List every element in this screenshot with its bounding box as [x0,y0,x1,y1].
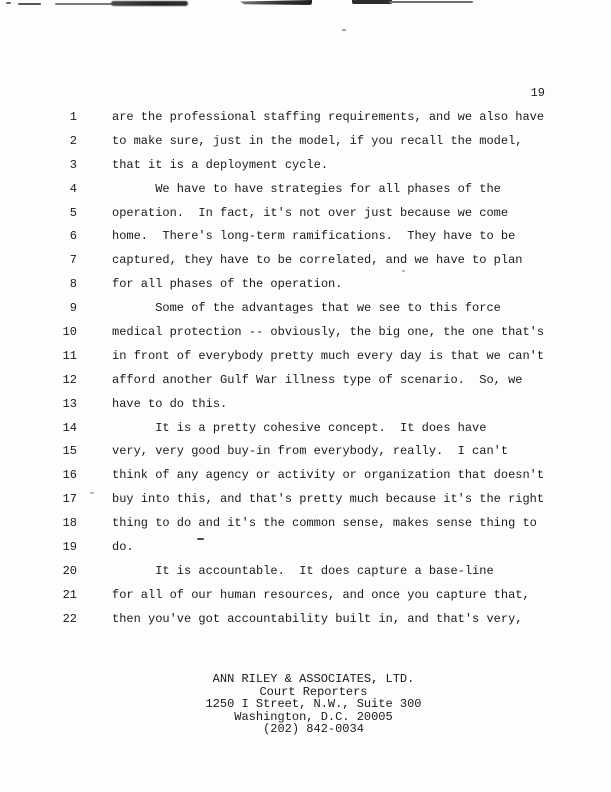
scan-artifact [389,1,473,3]
line-text: to make sure, just in the model, if you recall the model, [112,133,523,148]
transcript-line [0,393,611,417]
line-text: have to do this. [112,396,228,411]
line-number: 22 [62,611,77,626]
footer-line: 1250 I Street, N.W., Suite 300 [205,697,422,711]
line-number: 18 [62,516,77,531]
transcript-line [0,512,611,536]
transcript-line [0,130,611,154]
transcript-line [0,345,611,369]
line-number: 9 [69,301,77,316]
scan-artifact [18,3,41,5]
transcript-line [0,488,611,512]
transcript-line [0,178,611,202]
footer-line: ANN RILEY & ASSOCIATES, LTD. [212,672,415,686]
line-text: captured, they have to be correlated, and we have to plan [112,253,523,268]
transcript-line [0,106,611,130]
transcript-line [0,440,611,464]
line-number: 8 [69,277,77,292]
line-number: 4 [69,181,77,196]
scan-artifact [240,0,312,5]
line-number: 13 [62,396,77,411]
line-text: think of any agency or activity or organization that doesn't [112,468,545,483]
scan-artifact [352,0,392,4]
line-text: do. [112,540,134,555]
line-number: 16 [62,468,77,483]
transcript-body [0,106,611,632]
line-number: 5 [69,205,77,220]
line-number: 3 [69,157,77,172]
reporter-footer [8,673,611,736]
line-number: 1 [69,110,77,124]
line-text: afford another Gulf War illness type of scenario. So, we [112,372,523,387]
transcript-line [0,321,611,345]
line-text: We have to have strategies for all phases of the [112,181,501,196]
transcript-line [0,273,611,297]
line-text: operation. In fact, it's not over just because we come [112,205,509,220]
line-text: It is a pretty cohesive concept. It does have [112,420,487,435]
line-number: 6 [69,229,77,244]
transcript-line [0,225,611,249]
line-number: 11 [62,348,77,363]
line-text: very, very good buy-in from everybody, really. I can't [112,444,509,459]
line-number: 2 [69,133,77,148]
scan-artifact [111,1,188,6]
transcript-line [0,154,611,178]
line-text: in front of everybody pretty much every day is that we can't [112,348,545,363]
line-text: then you've got accountability built in, and that's very, [112,611,523,626]
scan-artifact [342,29,346,31]
footer-line: (202) 842-0034 [263,722,364,736]
line-text: for all of our human resources, and once you capture that, [112,587,530,602]
transcript-line [0,297,611,321]
line-text: are the professional staffing requirements, and we also have [112,110,545,124]
line-number: 20 [62,563,77,578]
line-text: buy into this, and that's pretty much because it's the right [112,492,545,507]
line-text: It is accountable. It does capture a base-line [112,563,494,578]
line-number: 7 [69,253,77,268]
line-text: that it is a deployment cycle. [112,157,329,172]
transcript-line [0,369,611,393]
transcript-line [0,536,611,560]
line-number: 15 [62,444,77,459]
line-number: 17 [62,492,77,507]
scan-artifact [6,2,11,4]
line-number: 14 [62,420,77,435]
transcript-line [0,464,611,488]
transcript-line [0,584,611,608]
line-number: 10 [62,325,77,340]
transcript-line [0,560,611,584]
line-number: 12 [62,372,77,387]
transcript-line [0,202,611,226]
footer-line: Court Reporters [259,684,368,699]
line-number: 21 [62,587,77,602]
page-number: 19 [530,86,545,100]
line-text: Some of the advantages that we see to this force [112,301,501,316]
footer-line: Washington, D.C. 20005 [234,709,393,724]
line-number: 19 [62,540,77,555]
line-text: medical protection -- obviously, the big one, the one that's [112,325,545,340]
transcript-line [0,608,611,632]
line-text: for all phases of the operation. [112,277,343,292]
transcript-line [0,417,611,441]
line-text: home. There's long-term ramifications. They have to be [112,229,516,244]
transcript-line [0,249,611,273]
scan-artifact [55,3,117,5]
line-text: thing to do and it's the common sense, makes sense thing to [112,516,537,531]
